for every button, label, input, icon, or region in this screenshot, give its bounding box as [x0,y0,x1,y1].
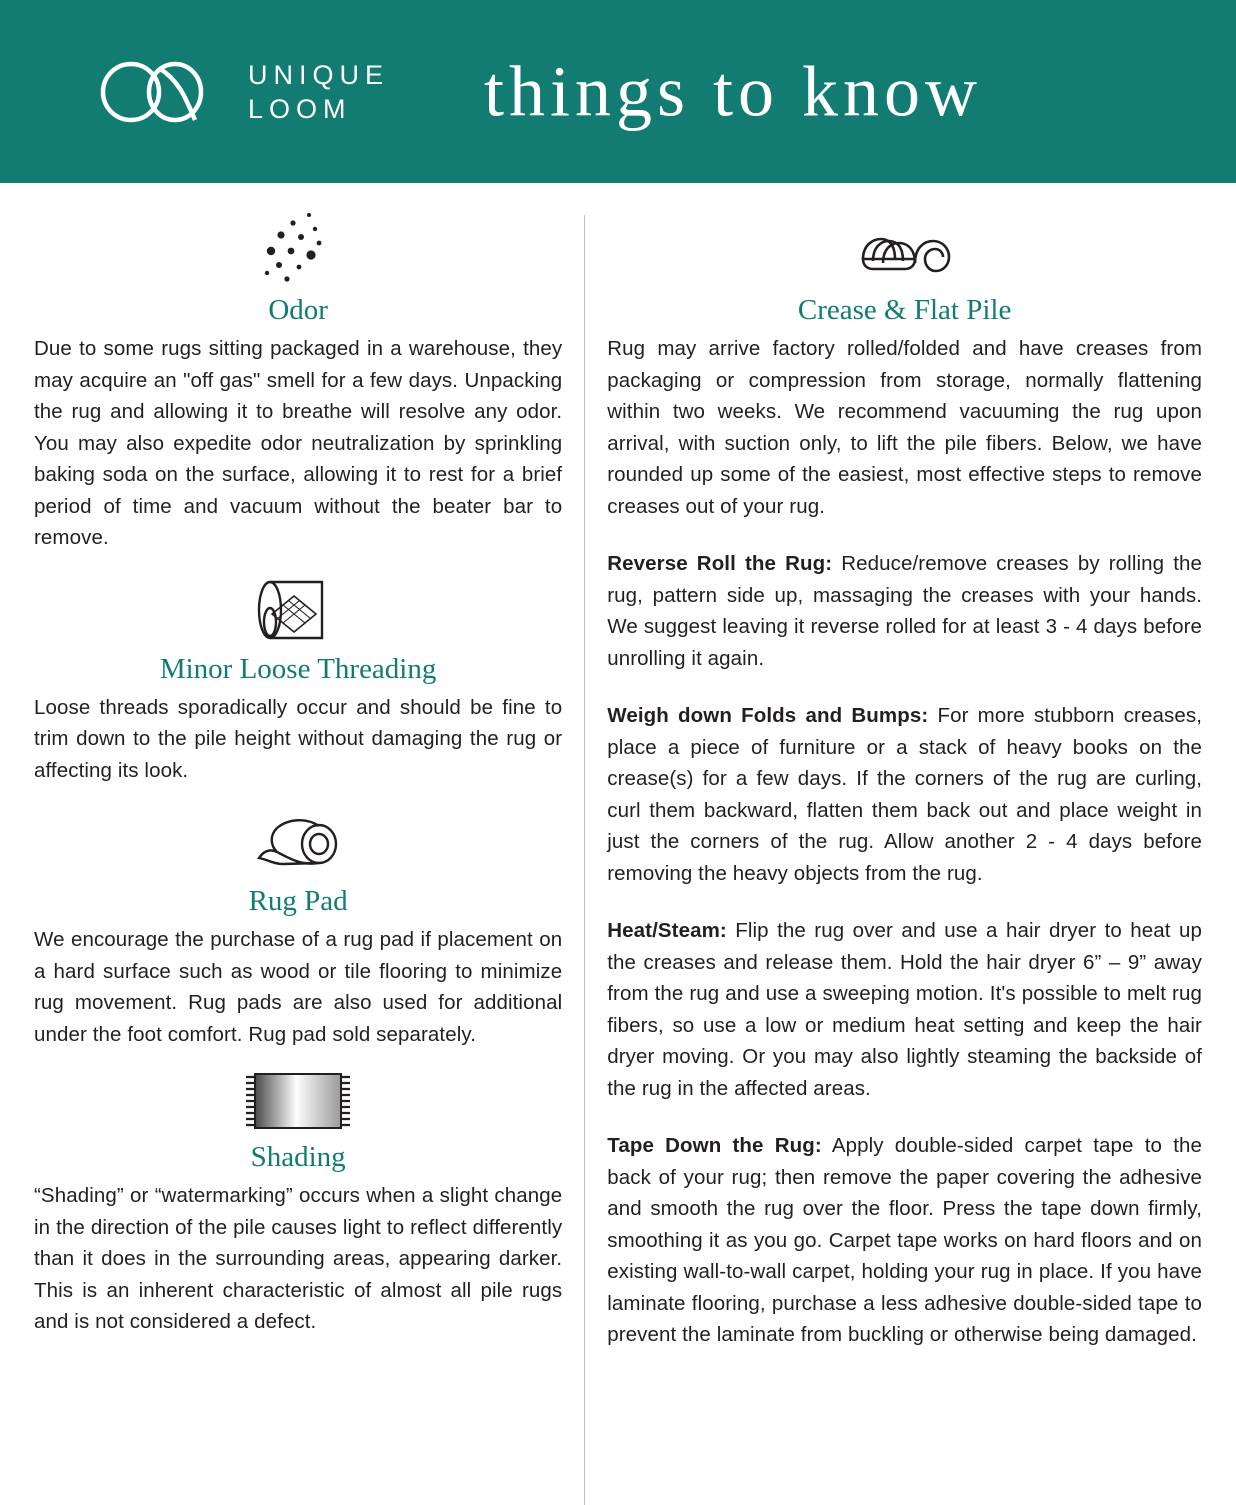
right-column [607,205,1202,1500]
brand-lockup [95,56,389,128]
rolled-rug-icon [34,564,562,650]
unique-loom-infinity-logo [95,56,230,128]
section-title: Rug Pad [248,885,348,917]
crease-flat-pile-icon [607,205,1202,291]
left-column [34,205,584,1500]
brand-line-1: UNIQUE [248,59,390,90]
tip-lead: Tape Down the Rug: [607,1134,822,1157]
crease-intro-text: Rug may arrive factory rolled/folded and have creases from packaging or compression from storage, normally flattening within two weeks. We recommend vacuuming the rug upon arrival, with suction only, to lift the pile fibers. Below, we have rounded up some of the easiest, most effective steps to remove creases out of your rug. [607,337,1202,518]
section-body: Loose threads sporadically occur and should be fine to trim down to the pile height without damaging the rug or affecting its look. [34,695,563,782]
brand-name [248,58,389,126]
section-title: Odor [268,294,328,326]
column-divider [584,215,585,1505]
tip-text: Flip the rug over and use a hair dryer to heat up the creases and release them. Hold the hair dryer 6” – 9” away from the rug and use a sweeping motion. It's possible to melt rug fibers, so use a low or medium heat setting and keep the hair dryer moving. Or you may also lightly steaming the backside of the rug in the affected areas. [607,919,1202,1100]
tip-lead: Heat/Steam: [607,919,727,942]
tip-weigh-down [607,700,1202,889]
section-body: Due to some rugs sitting packaged in a warehouse, they may acquire an "off gas" smell for a few days. Unpacking the rug and allowing it to breathe will resolve any odor. You may also expedite odor neutralization by sprinkling baking soda on the surface, allowing it to rest for a brief period of time and vacuum without the beater bar to remove. [34,337,563,549]
page-header [0,0,1236,183]
section-body: We encourage the purchase of a rug pad if placement on a hard surface such as wood or tile flooring to minimize rug movement. Rug pads are also used for additional under the foot comfort. Rug pad sold separately. [34,928,563,1046]
tip-reverse-roll [607,548,1202,674]
shaded-rug-icon [34,1060,562,1138]
page-title: things to know [483,51,983,131]
section-title: Crease & Flat Pile [797,294,1012,326]
tip-heat-steam [607,915,1202,1104]
tip-lead: Reverse Roll the Rug: [607,552,833,575]
section-title: Minor Loose Threading [159,652,437,685]
odor-dots-icon [34,205,562,291]
tip-text: For more stubborn creases, place a piece of furniture or a stack of heavy books on the crease(s) for a few days. If the corners of the rug are curling, curl them backward, flatten them back out and place weight in just the corners of the rug. Allow another 2 - 4 days before removing the heavy objects from the rug. [607,704,1202,885]
content-area [0,183,1236,1500]
tip-text: Reduce/remove creases by rolling the rug, pattern side up, massaging the creases with your hands. We suggest leaving it reverse rolled for at least 3 - 4 days before unrolling it again. [607,552,1202,670]
section-minor-loose-threading [34,564,562,787]
section-shading [34,1060,562,1338]
section-title: Shading [250,1141,346,1173]
tip-tape-down [607,1130,1202,1351]
section-odor [34,205,562,554]
rug-pad-roll-icon [34,796,562,882]
section-body: “Shading” or “watermarking” occurs when a slight change in the direction of the pile causes light to reflect differently than it does in the surrounding areas, appearing darker. This is an inherent characteristic of almost all pile rugs and is not considered a defect. [34,1184,563,1333]
brand-line-2: LOOM [248,93,352,124]
section-rug-pad [34,796,562,1050]
tip-text: Apply double-sided carpet tape to the back of your rug; then remove the paper covering the adhesive and smooth the rug over the floor. Press the tape down firmly, smoothing it as you go. Carpet tape works on hard floors and on existing wall-to-wall carpet, holding your rug in place. If you have laminate flooring, purchase a less adhesive double-sided tape to prevent the laminate from buckling or otherwise being damaged. [607,1134,1202,1346]
tip-lead: Weigh down Folds and Bumps: [607,704,929,727]
